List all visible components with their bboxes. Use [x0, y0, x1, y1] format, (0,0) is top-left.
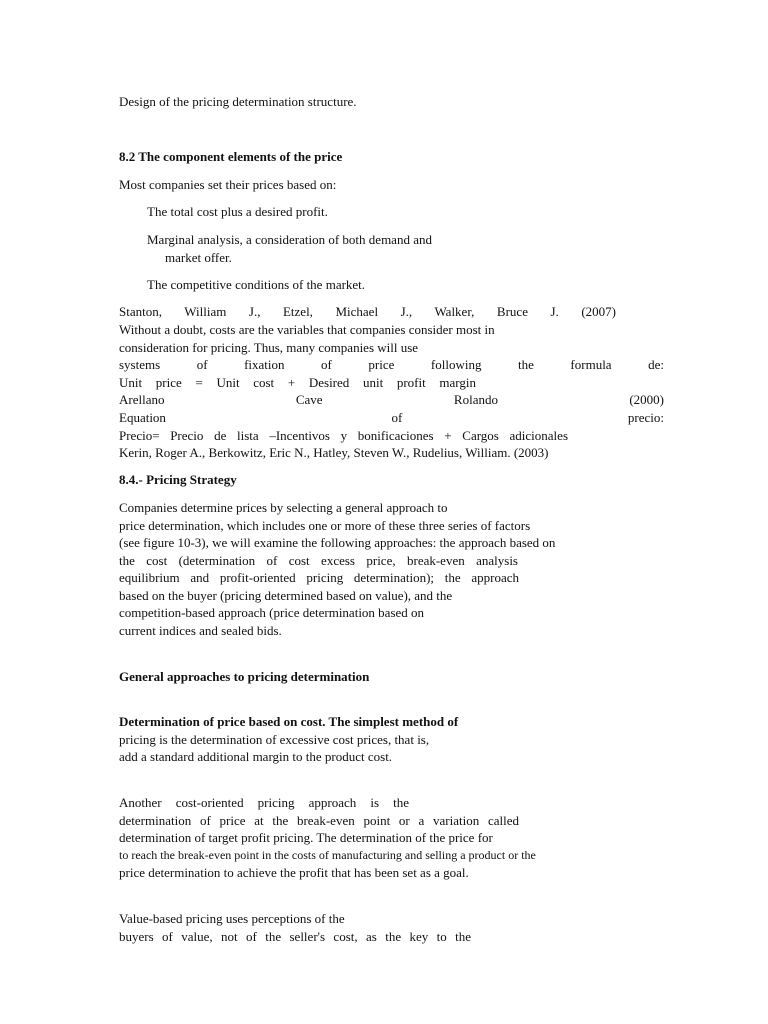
paragraph-line: Value-based pricing uses perceptions of the: [119, 911, 345, 926]
precio-formula: [119, 427, 568, 445]
stanton-paragraph: [119, 321, 664, 356]
formula-line: [119, 374, 476, 392]
citation-kerin: Kerin, Roger A., Berkowitz, Eric N., Hatley, Steven W., Rudelius, William. (2003): [119, 445, 549, 460]
paragraph-line: current indices and sealed bids.: [119, 622, 282, 638]
section-8-4-heading: 8.4.- Pricing Strategy: [119, 472, 237, 487]
cost-based-paragraph: [119, 713, 458, 766]
citation-stanton: Stanton, William J., Etzel, Michael J., Walker, Bruce J. (2007): [119, 304, 616, 319]
paragraph-line: equilibrium and profit-oriented pricing determination); the approach: [119, 570, 519, 585]
bullet-text: Marginal analysis, a consideration of both demand and: [147, 232, 432, 247]
paragraph-line: determination of target profit pricing. The determination of the price for: [119, 830, 493, 845]
cost-based-bold-line: Determination of price based on cost. The simplest method of: [119, 714, 459, 729]
paragraph-line: price determination, which includes one or more of these three series of factors: [119, 517, 531, 533]
formula-block: [119, 356, 664, 374]
bullet-item: [143, 276, 365, 294]
paragraph-line: Without a doubt, costs are the variables that companies consider most in: [119, 322, 495, 337]
bullet-text: The total cost plus a desired profit.: [147, 204, 328, 219]
citation-arellano-text: Arellano Cave Rolando (2000): [119, 392, 664, 407]
section-8-2-heading: 8.2 The component elements of the price: [119, 149, 343, 164]
citation-arellano: [119, 391, 664, 409]
paragraph-line: (see figure 10-3), we will examine the following approaches: the approach based on: [119, 535, 556, 550]
paragraph-line: to reach the break-even point in the costs of manufacturing and selling a product or the: [119, 847, 536, 862]
paragraph-line: Companies determine prices by selecting a general approach to: [119, 500, 448, 515]
paragraph-line: price determination to achieve the profit that has been set as a goal.: [119, 865, 469, 880]
paragraph-line: add a standard additional margin to the product cost.: [119, 749, 393, 764]
paragraph-line: consideration for pricing. Thus, many companies will use: [119, 339, 419, 355]
general-approaches-heading: General approaches to pricing determination: [119, 669, 370, 684]
pricing-strategy-paragraph: [119, 499, 555, 639]
equation-label: [119, 409, 664, 427]
paragraph-line: based on the buyer (pricing determined based on value), and the: [119, 587, 453, 603]
equation-label-text: Equation of precio:: [119, 410, 664, 425]
precio-formula-text: Precio= Precio de lista –Incentivos y bonificaciones + Cargos adicionales: [119, 428, 568, 443]
bullet-text: The competitive conditions of the market.: [147, 277, 366, 292]
unit-price-formula: Unit price = Unit cost + Desired unit profit margin: [119, 375, 476, 390]
intro-line: Design of the pricing determination structure.: [119, 94, 357, 109]
paragraph-line: competition-based approach (price determination based on: [119, 605, 425, 620]
paragraph-line: buyers of value, not of the seller's cost, as the key to the: [119, 928, 471, 944]
paragraph-line: pricing is the determination of excessive cost prices, that is,: [119, 731, 430, 747]
break-even-paragraph: [119, 794, 536, 882]
bullet-item: [143, 203, 328, 221]
value-based-paragraph: [119, 910, 471, 945]
bullet-continuation: market offer.: [165, 250, 232, 265]
paragraph-line: determination of price at the break-even point or a variation called: [119, 812, 519, 828]
section-8-2-lead: Most companies set their prices based on:: [119, 177, 337, 192]
bullet-item: [143, 231, 432, 266]
paragraph-line: the cost (determination of cost excess price, break-even analysis: [119, 552, 518, 568]
formula-intro: systems of fixation of price following the formula de:: [119, 357, 664, 372]
paragraph-line: Another cost-oriented pricing approach is the: [119, 795, 409, 810]
